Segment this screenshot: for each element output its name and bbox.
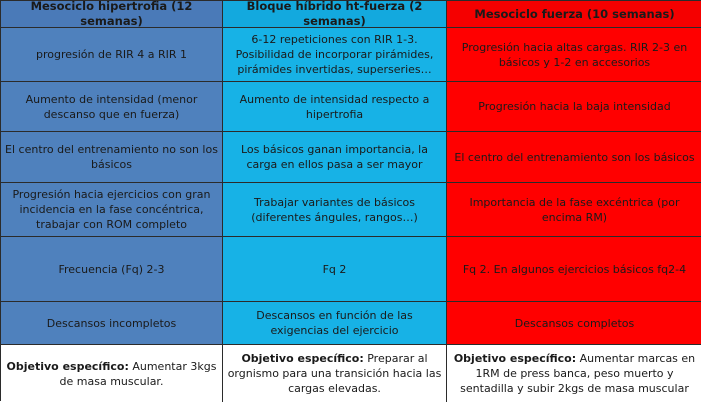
cell-hybrid: Los básicos ganan importancia, la carga en ellos pasa a ser mayor: [223, 132, 447, 183]
objective-text: [5, 359, 218, 389]
objective-text: [451, 351, 698, 396]
cell-strength: El centro del entrenamiento son los básicos: [447, 132, 701, 183]
header-strength: Mesociclo fuerza (10 semanas): [447, 1, 701, 28]
header-hypertrophy: Mesociclo hipertrofia (12 semanas): [1, 1, 223, 28]
objective-label: Objetivo específico:: [6, 359, 129, 373]
cell-hybrid: Fq 2: [223, 237, 447, 302]
cell-hybrid: Trabajar variantes de básicos (diferentes ángules, rangos…): [223, 183, 447, 237]
objective-label: Objetivo específico:: [453, 352, 577, 365]
cell-hybrid: Descansos en función de las exigencias del ejercicio: [223, 302, 447, 345]
cell-hybrid: 6-12 repeticiones con RIR 1-3. Posibilidad de incorporar pirámides, pirámides invertidas, superseries…: [223, 28, 447, 82]
cell-hypertrophy: Descansos incompletos: [1, 302, 223, 345]
header-hybrid: Bloque híbrido ht-fuerza (2 semanas): [223, 1, 447, 28]
cell-strength: Fq 2. En algunos ejercicios básicos fq2-4: [447, 237, 701, 302]
cell-strength: Progresión hacia altas cargas. RIR 2-3 en básicos y 1-2 en accesorios: [447, 28, 701, 82]
objective-value: Aumentar 3kgs de masa muscular.: [59, 359, 217, 388]
cell-strength: Progresión hacia la baja intensidad: [447, 82, 701, 132]
cell-strength: Importancia de la fase excéntrica (por encima RM): [447, 183, 701, 237]
cell-hybrid: Aumento de intensidad respecto a hipertrofia: [223, 82, 447, 132]
objective-text: [227, 351, 442, 396]
objective-hybrid: [223, 345, 447, 402]
objective-label: Objetivo específico:: [241, 352, 364, 365]
cell-hypertrophy: Aumento de intensidad (menor descanso que en fuerza): [1, 82, 223, 132]
objective-value: Preparar al orgnismo para una transición hacia las cargas elevadas.: [227, 352, 442, 395]
cell-hypertrophy: progresión de RIR 4 a RIR 1: [1, 28, 223, 82]
cell-hypertrophy: El centro del entrenamiento no son los básicos: [1, 132, 223, 183]
cell-hypertrophy: Frecuencia (Fq) 2-3: [1, 237, 223, 302]
cell-hypertrophy: Progresión hacia ejercicios con gran incidencia en la fase concéntrica, trabajar con ROM completo: [1, 183, 223, 237]
cell-strength: Descansos completos: [447, 302, 701, 345]
objective-value: Aumentar marcas en 1RM de press banca, peso muerto y sentadilla y subir 2kgs de masa muscular: [460, 352, 696, 395]
objective-strength: [447, 345, 701, 402]
objective-hypertrophy: [1, 345, 223, 402]
